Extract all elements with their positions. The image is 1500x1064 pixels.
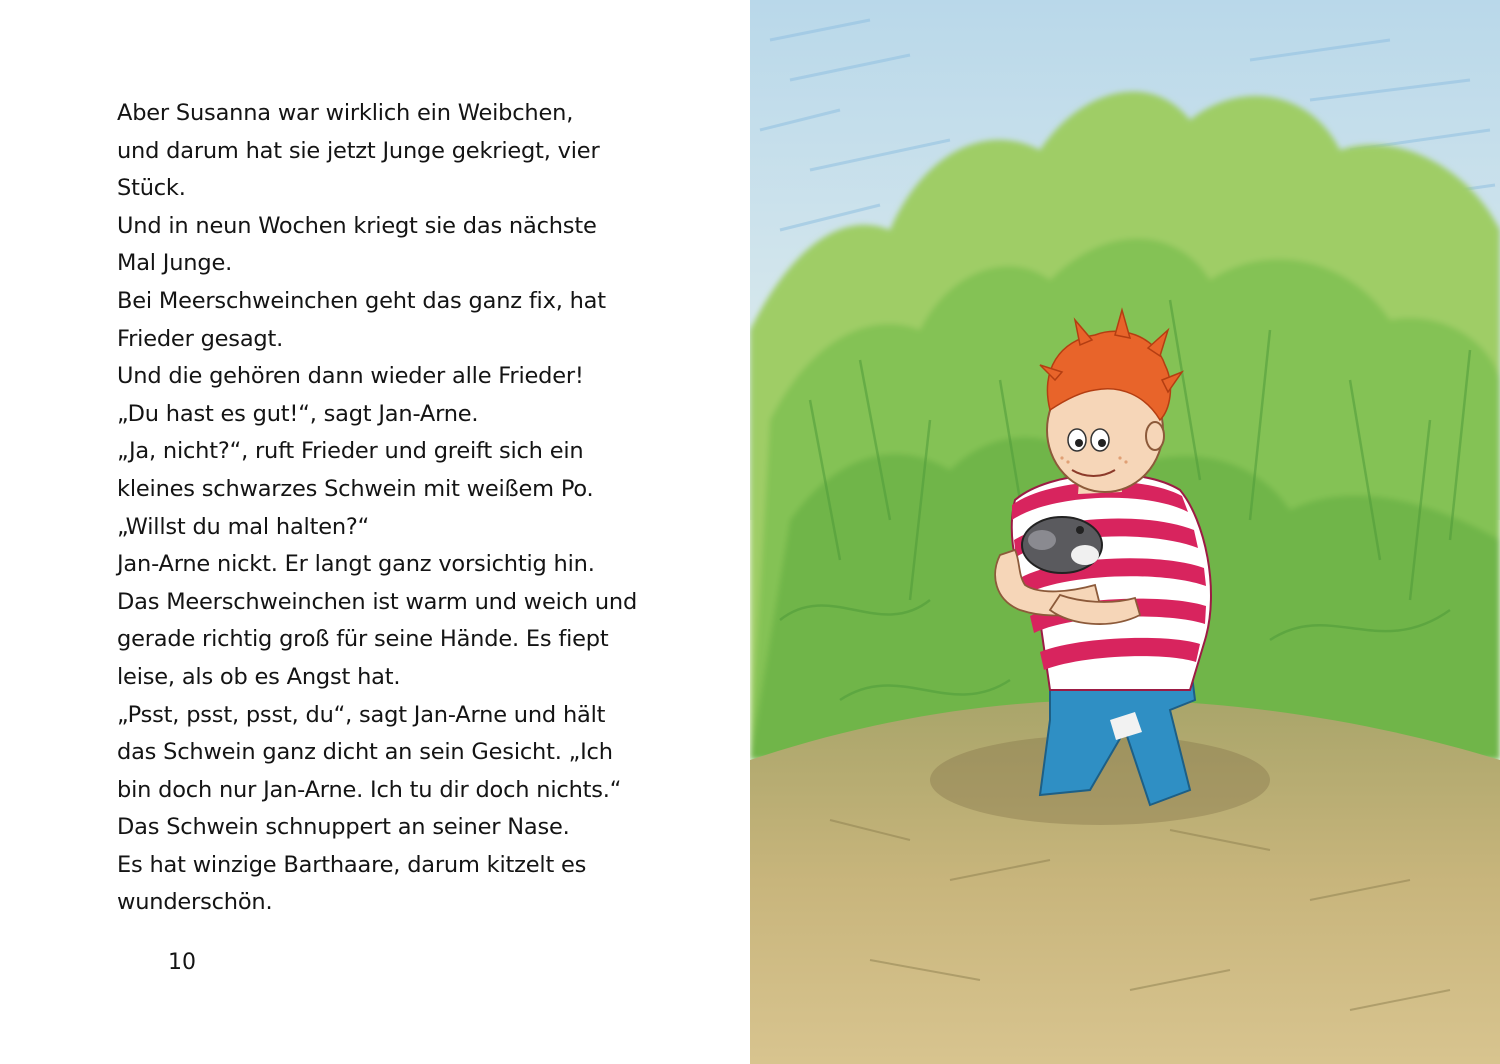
text-line: wunderschön. bbox=[117, 889, 273, 916]
text-line: Frieder gesagt. bbox=[117, 325, 284, 352]
text-line: leise, als ob es Angst hat. bbox=[117, 663, 401, 690]
text-line: Und die gehören dann wieder alle Frieder! bbox=[117, 363, 584, 390]
boy-with-guinea-pig-illustration bbox=[750, 0, 1500, 1064]
text-line: Jan-Arne nickt. Er langt ganz vorsichtig hin. bbox=[117, 551, 595, 578]
text-line: Und in neun Wochen kriegt sie das nächste bbox=[117, 212, 597, 239]
guinea-pig bbox=[1022, 517, 1102, 573]
text-line: bin doch nur Jan-Arne. Ich tu dir doch nichts.“ bbox=[117, 776, 622, 803]
text-line: und darum hat sie jetzt Junge gekriegt, vier bbox=[117, 137, 600, 164]
text-line: Bei Meerschweinchen geht das ganz fix, hat bbox=[117, 287, 606, 314]
text-line: gerade richtig groß für seine Hände. Es fiept bbox=[117, 626, 609, 653]
text-line: „Willst du mal halten?“ bbox=[117, 513, 370, 540]
text-line: „Ja, nicht?“, ruft Frieder und greift sich ein bbox=[117, 438, 584, 465]
text-line: Stück. bbox=[117, 175, 186, 202]
text-line: Das Meerschweinchen ist warm und weich und bbox=[117, 588, 638, 615]
text-line: „Psst, psst, psst, du“, sagt Jan-Arne und hält bbox=[117, 701, 606, 728]
text-line: Mal Junge. bbox=[117, 250, 233, 277]
illustration-page bbox=[750, 0, 1500, 1064]
text-line: kleines schwarzes Schwein mit weißem Po. bbox=[117, 475, 594, 502]
text-line: Das Schwein schnuppert an seiner Nase. bbox=[117, 814, 570, 841]
text-line: Aber Susanna war wirklich ein Weibchen, bbox=[117, 100, 574, 126]
text-line: Es hat winzige Barthaare, darum kitzelt es bbox=[117, 851, 587, 878]
text-line: das Schwein ganz dicht an sein Gesicht. „Ich bbox=[117, 739, 613, 766]
text-line: „Du hast es gut!“, sagt Jan-Arne. bbox=[117, 400, 479, 427]
page-number: 10 bbox=[168, 950, 196, 975]
striped-shirt bbox=[1012, 474, 1211, 690]
story-text bbox=[117, 95, 717, 922]
